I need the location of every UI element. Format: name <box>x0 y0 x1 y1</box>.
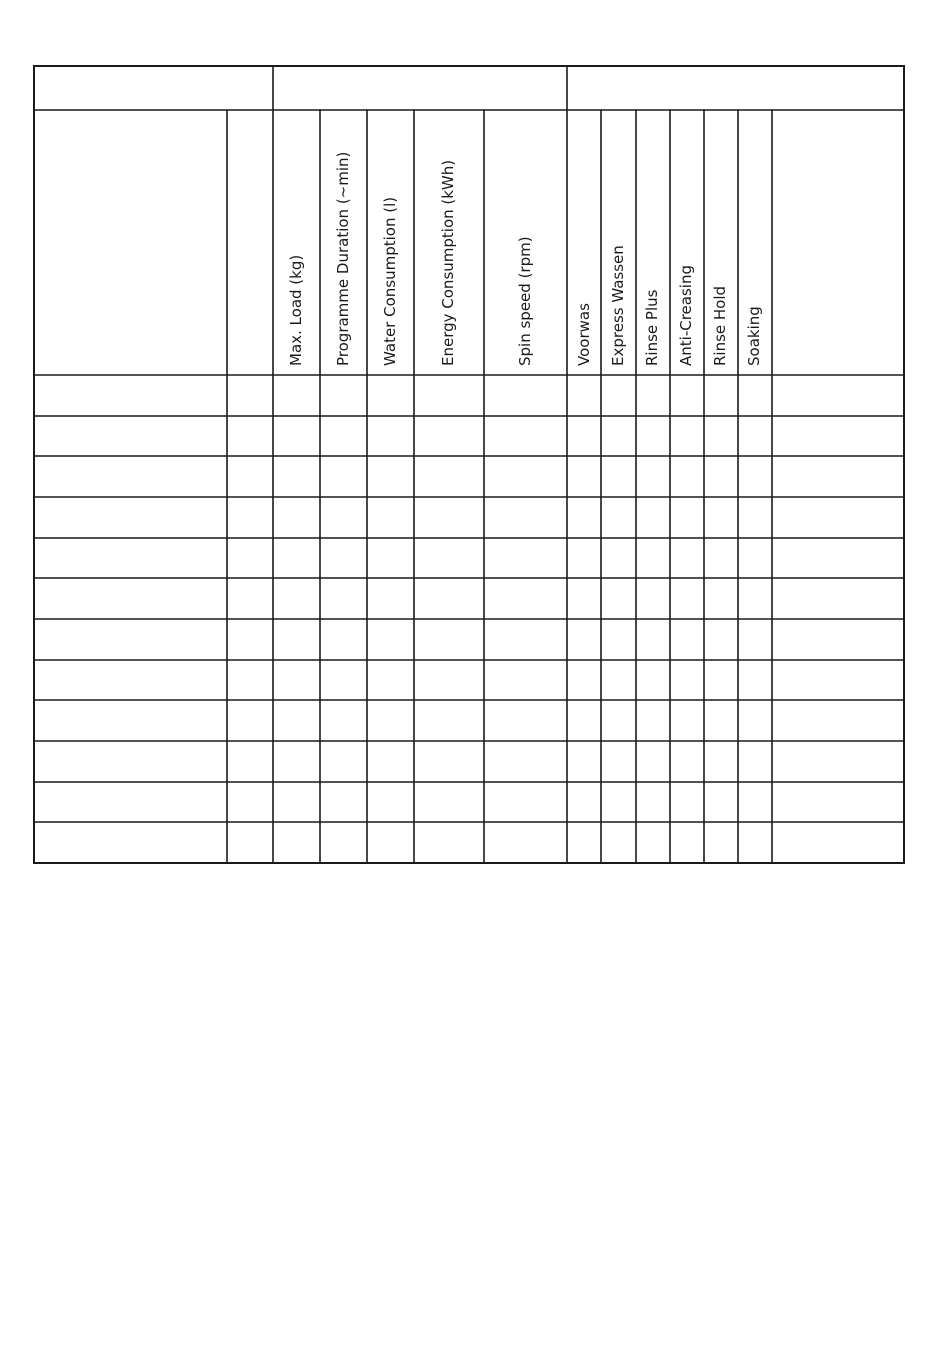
column-header-max-load: Max. Load (kg) <box>287 254 305 366</box>
column-header-anti-creasing: Anti-Creasing <box>677 265 695 366</box>
table-row <box>34 822 904 863</box>
column-header-water-consumption: Water Consumption (l) <box>381 196 399 366</box>
table-row <box>34 375 904 416</box>
column-header-rinse-plus: Rinse Plus <box>643 289 661 366</box>
table-row <box>34 660 904 701</box>
table-row <box>34 741 904 782</box>
table-row <box>34 497 904 538</box>
table-row <box>34 416 904 457</box>
group-header-cell-1 <box>34 66 273 110</box>
group-header-cell-2 <box>273 66 567 110</box>
column-header-spin-speed: Spin speed (rpm) <box>516 236 534 366</box>
column-header-rinse-hold: Rinse Hold <box>711 285 729 366</box>
table-row <box>34 782 904 823</box>
table-row <box>34 700 904 741</box>
column-header-voorwas: Voorwas <box>575 303 593 366</box>
table-row <box>34 578 904 619</box>
column-header-energy-consumption: Energy Consumption (kWh) <box>439 159 457 366</box>
table-row <box>34 456 904 497</box>
column-header-soaking: Soaking <box>745 306 763 366</box>
column-header-programme-duration: Programme Duration (~min) <box>334 151 352 366</box>
column-header-express-wassen: Express Wassen <box>609 245 627 366</box>
group-header-cell-3 <box>567 66 904 110</box>
table-row <box>34 538 904 579</box>
table-row <box>34 619 904 660</box>
